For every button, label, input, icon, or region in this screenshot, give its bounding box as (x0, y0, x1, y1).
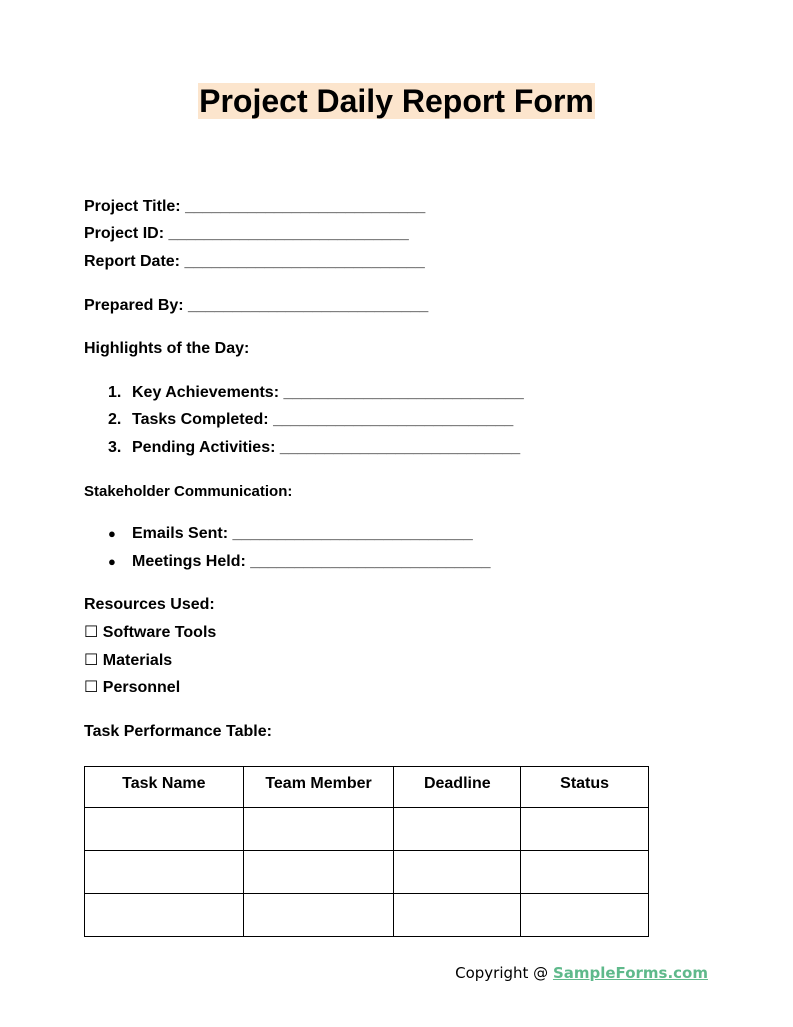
table-cell[interactable] (394, 894, 521, 937)
emails-sent-field: Emails Sent: ___________________________ (132, 525, 473, 542)
copyright-text: Copyright @ (455, 964, 553, 982)
list-marker: 1. (108, 384, 122, 401)
table-cell[interactable] (85, 808, 244, 851)
prepared-by-field[interactable]: Prepared By: ___________________________ (84, 297, 429, 314)
list-item[interactable] (108, 410, 513, 430)
checkbox-personnel[interactable]: ☐ Personnel (84, 679, 181, 696)
table-cell[interactable] (394, 851, 521, 894)
table-heading: Task Performance Table: (84, 723, 272, 740)
highlights-heading: Highlights of the Day: (84, 340, 250, 357)
list-marker: 2. (108, 411, 122, 428)
column-header: Status (521, 767, 649, 808)
table-cell[interactable] (243, 851, 394, 894)
table-cell[interactable] (521, 808, 649, 851)
tasks-completed-field: Tasks Completed: ___________________________ (132, 411, 514, 428)
list-item[interactable] (108, 524, 473, 544)
table-cell[interactable] (521, 851, 649, 894)
table-cell[interactable] (243, 808, 394, 851)
table-header-row (85, 767, 649, 808)
task-performance-table (84, 766, 649, 937)
column-header: Task Name (85, 767, 244, 808)
table-row (85, 894, 649, 937)
sampleforms-link[interactable]: SampleForms.com (552, 964, 708, 982)
stakeholder-heading: Stakeholder Communication: (84, 483, 293, 500)
list-marker: 3. (108, 439, 122, 456)
pending-activities-field: Pending Activities: ___________________________ (132, 439, 521, 456)
title-wrap (0, 83, 793, 119)
checkbox-software-tools[interactable]: ☐ Software Tools (84, 624, 217, 641)
report-date-field[interactable]: Report Date: ___________________________ (84, 253, 425, 270)
list-item[interactable] (108, 552, 491, 572)
table-cell[interactable] (85, 894, 244, 937)
list-item[interactable] (108, 438, 520, 458)
list-item[interactable] (108, 383, 524, 403)
table-cell[interactable] (521, 894, 649, 937)
project-id-field[interactable]: Project ID: ___________________________ (84, 225, 409, 242)
bullet-icon: ● (108, 554, 116, 569)
bullet-icon: ● (108, 526, 116, 541)
table-cell[interactable] (85, 851, 244, 894)
table-row (85, 808, 649, 851)
table-row (85, 851, 649, 894)
column-header: Team Member (243, 767, 394, 808)
table-cell[interactable] (394, 808, 521, 851)
key-achievements-field: Key Achievements: ___________________________ (132, 384, 524, 401)
footer-copyright (455, 964, 708, 982)
meetings-held-field: Meetings Held: ___________________________ (132, 553, 491, 570)
checkbox-materials[interactable]: ☐ Materials (84, 652, 173, 669)
page-title: Project Daily Report Form (199, 83, 594, 119)
table-cell[interactable] (243, 894, 394, 937)
project-title-field[interactable]: Project Title: ___________________________ (84, 198, 426, 215)
resources-heading: Resources Used: (84, 596, 215, 613)
column-header: Deadline (394, 767, 521, 808)
